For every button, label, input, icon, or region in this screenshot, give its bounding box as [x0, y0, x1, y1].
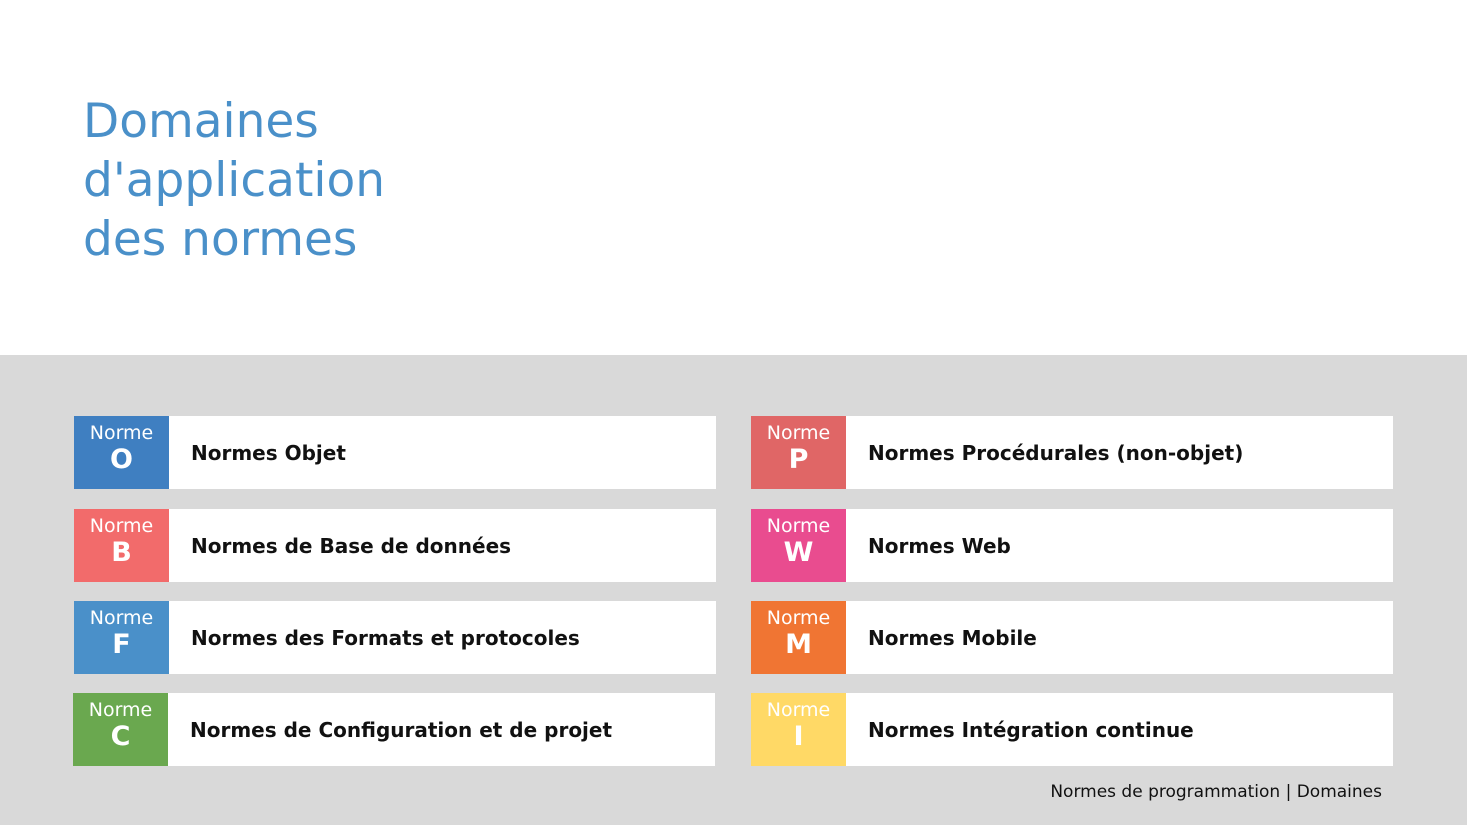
norm-card-web [751, 509, 1393, 582]
norm-card-procedurales [751, 416, 1393, 489]
page-title [83, 92, 683, 269]
norm-label: Normes Intégration continue [868, 717, 1194, 742]
badge-letter: W [783, 537, 814, 568]
norm-label: Normes Mobile [868, 625, 1037, 650]
norm-card-formats [74, 601, 716, 674]
badge-letter: O [110, 444, 133, 475]
norm-card-integration-continue [751, 693, 1393, 766]
badge-letter: C [110, 721, 131, 752]
norm-card-mobile [751, 601, 1393, 674]
norm-label: Normes de Configuration et de projet [190, 717, 613, 742]
badge-letter: M [785, 629, 812, 660]
norm-card-configuration [73, 693, 715, 766]
footer-caption: Normes de programmation | Domaines [1050, 782, 1382, 802]
norm-card-objet [74, 416, 716, 489]
norm-badge [73, 693, 168, 766]
badge-norme-label: Norme [88, 699, 153, 721]
title-line-2: d'application [83, 153, 386, 208]
norm-badge [751, 416, 846, 489]
norm-label: Normes Web [868, 533, 1011, 558]
title-line-3: des normes [83, 212, 358, 267]
title-line-1: Domaines [83, 94, 319, 149]
badge-norme-label: Norme [89, 515, 154, 537]
badge-norme-label: Norme [766, 699, 831, 721]
badge-norme-label: Norme [766, 515, 831, 537]
norm-badge [751, 693, 846, 766]
badge-norme-label: Norme [89, 607, 154, 629]
norm-label: Normes Procédurales (non-objet) [868, 440, 1244, 465]
norm-badge [74, 601, 169, 674]
norm-card-base-de-donnees [74, 509, 716, 582]
badge-letter: F [112, 629, 131, 660]
norm-badge [751, 509, 846, 582]
badge-norme-label: Norme [766, 607, 831, 629]
norm-label: Normes de Base de données [191, 533, 512, 558]
norm-badge [74, 416, 169, 489]
badge-letter: I [793, 721, 804, 752]
badge-norme-label: Norme [89, 422, 154, 444]
norm-badge [751, 601, 846, 674]
badge-letter: B [111, 537, 132, 568]
badge-norme-label: Norme [766, 422, 831, 444]
norm-badge [74, 509, 169, 582]
badge-letter: P [788, 444, 809, 475]
norm-label: Normes des Formats et protocoles [191, 625, 580, 650]
norm-label: Normes Objet [191, 440, 346, 465]
